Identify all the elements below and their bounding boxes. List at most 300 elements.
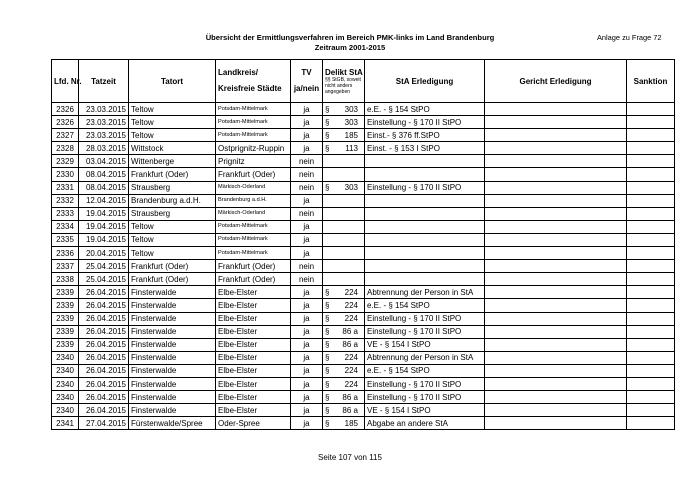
cell-kreis: Elbe-Elster: [216, 338, 291, 351]
cell-lfd-nr: 2339: [52, 299, 79, 312]
table-row: [52, 312, 675, 325]
cell-tatort: Finsterwalde: [129, 391, 216, 404]
cell-tatort: Wittstock: [129, 142, 216, 155]
cell-sanktion: [627, 155, 675, 168]
cell-sanktion: [627, 116, 675, 129]
table-row: [52, 351, 675, 364]
cell-lfd-nr: 2332: [52, 194, 79, 207]
cell-sanktion: [627, 391, 675, 404]
delikt-paragraph-sign: §: [325, 366, 330, 376]
cell-gericht-erledigung: [485, 286, 627, 299]
cell-tatort: Finsterwalde: [129, 338, 216, 351]
delikt-paragraph-sign: §: [325, 183, 330, 193]
cell-lfd-nr: 2340: [52, 404, 79, 417]
cell-tv: ja: [291, 286, 323, 299]
cell-lfd-nr: 2326: [52, 103, 79, 116]
cell-delikt: [323, 220, 365, 233]
cell-tatzeit: 08.04.2015: [79, 181, 129, 194]
delikt-paragraph-sign: §: [325, 418, 330, 428]
cell-lfd-nr: 2341: [52, 417, 79, 430]
cell-sta-erledigung: Einstellung - § 170 II StPO: [365, 391, 485, 404]
cell-sta-erledigung: e.E. - § 154 StPO: [365, 364, 485, 377]
cell-tatort: Finsterwalde: [129, 364, 216, 377]
cell-tatzeit: 03.04.2015: [79, 155, 129, 168]
col-header-delikt-sub1: §§ StGB, soweit: [325, 76, 361, 83]
table-row: [52, 338, 675, 351]
cell-sanktion: [627, 351, 675, 364]
cell-sanktion: [627, 312, 675, 325]
cell-delikt: [323, 364, 365, 377]
col-header-kreis: [216, 60, 291, 103]
cell-tatzeit: 26.04.2015: [79, 351, 129, 364]
cell-sta-erledigung: [365, 220, 485, 233]
cell-tatort: Strausberg: [129, 207, 216, 220]
cell-sanktion: [627, 129, 675, 142]
cell-delikt: [323, 260, 365, 273]
cell-kreis: Potsdam-Mittelmark: [216, 233, 291, 246]
cell-kreis: Ostprignitz-Ruppin: [216, 142, 291, 155]
cell-kreis: Märkisch-Oderland: [216, 207, 291, 220]
cell-tv: ja: [291, 299, 323, 312]
cell-delikt: [323, 155, 365, 168]
cell-tatzeit: 26.04.2015: [79, 338, 129, 351]
table-row: [52, 194, 675, 207]
cell-sanktion: [627, 103, 675, 116]
cell-lfd-nr: 2335: [52, 233, 79, 246]
cell-tatzeit: 26.04.2015: [79, 364, 129, 377]
col-header-delikt-sub3: angegeben: [325, 88, 351, 95]
table-row: [52, 129, 675, 142]
delikt-paragraph-sign: §: [325, 353, 330, 363]
delikt-paragraph-sign: §: [325, 392, 330, 402]
cell-kreis: Potsdam-Mittelmark: [216, 247, 291, 260]
cell-tv: nein: [291, 155, 323, 168]
delikt-paragraph-sign: §: [325, 143, 330, 153]
cell-sanktion: [627, 364, 675, 377]
col-header-kreis-line1: Landkreis/: [218, 68, 259, 77]
cell-kreis: Elbe-Elster: [216, 299, 291, 312]
cell-delikt: [323, 312, 365, 325]
cell-tv: ja: [291, 338, 323, 351]
col-header-gericht: Gericht Erledigung: [485, 60, 627, 103]
table-row: [52, 404, 675, 417]
cell-sanktion: [627, 325, 675, 338]
cell-tatort: Finsterwalde: [129, 325, 216, 338]
cell-tatzeit: 23.03.2015: [79, 116, 129, 129]
cell-sta-erledigung: VE - § 154 I StPO: [365, 404, 485, 417]
table-row: [52, 325, 675, 338]
cell-sta-erledigung: Einstellung - § 170 II StPO: [365, 181, 485, 194]
delikt-paragraph-sign: §: [325, 300, 330, 310]
cell-gericht-erledigung: [485, 417, 627, 430]
cell-gericht-erledigung: [485, 351, 627, 364]
cell-delikt: [323, 325, 365, 338]
cell-tv: ja: [291, 404, 323, 417]
cell-tatzeit: 26.04.2015: [79, 286, 129, 299]
cell-delikt: [323, 129, 365, 142]
cell-delikt: [323, 168, 365, 181]
col-header-tatzeit: Tatzeit: [79, 60, 129, 103]
cell-gericht-erledigung: [485, 233, 627, 246]
cell-tatzeit: 12.04.2015: [79, 194, 129, 207]
cell-sta-erledigung: Einst. - § 153 I StPO: [365, 142, 485, 155]
cell-kreis: Elbe-Elster: [216, 404, 291, 417]
cell-delikt: [323, 286, 365, 299]
cell-delikt: [323, 194, 365, 207]
cell-sta-erledigung: Einstellung - § 170 II StPO: [365, 312, 485, 325]
cell-sanktion: [627, 404, 675, 417]
delikt-paragraph-number: 185: [344, 418, 358, 428]
cell-tatort: Teltow: [129, 220, 216, 233]
cell-lfd-nr: 2340: [52, 364, 79, 377]
cell-tatort: Frankfurt (Oder): [129, 260, 216, 273]
document-subtitle: Zeitraum 2001-2015: [314, 43, 386, 52]
cell-gericht-erledigung: [485, 391, 627, 404]
cell-tatzeit: 27.04.2015: [79, 417, 129, 430]
table-row: [52, 142, 675, 155]
cell-delikt: [323, 377, 365, 390]
cell-gericht-erledigung: [485, 325, 627, 338]
cell-gericht-erledigung: [485, 260, 627, 273]
cell-sta-erledigung: Einst.- § 376 ff.StPO: [365, 129, 485, 142]
cell-tv: nein: [291, 181, 323, 194]
cell-tatzeit: 26.04.2015: [79, 404, 129, 417]
delikt-paragraph-number: 224: [344, 314, 358, 324]
cell-delikt: [323, 247, 365, 260]
delikt-paragraph-number: 185: [344, 130, 358, 140]
cell-delikt: [323, 417, 365, 430]
delikt-paragraph-number: 86 a: [342, 392, 358, 402]
cell-sta-erledigung: e.E. - § 154 StPO: [365, 103, 485, 116]
table-row: [52, 233, 675, 246]
cell-tv: ja: [291, 116, 323, 129]
delikt-paragraph-number: 86 a: [342, 405, 358, 415]
cell-sta-erledigung: Einstellung - § 170 II StPO: [365, 325, 485, 338]
cell-tatort: Teltow: [129, 233, 216, 246]
delikt-paragraph-sign: §: [325, 379, 330, 389]
document-title: Übersicht der Ermittlungsverfahren im Bereich PMK-links im Land Brandenburg: [205, 33, 495, 42]
cell-kreis: Elbe-Elster: [216, 312, 291, 325]
cell-tatzeit: 25.04.2015: [79, 273, 129, 286]
cell-kreis: Brandenburg a.d.H.: [216, 194, 291, 207]
cell-gericht-erledigung: [485, 273, 627, 286]
delikt-paragraph-number: 303: [344, 104, 358, 114]
cell-tatzeit: 26.04.2015: [79, 312, 129, 325]
cell-delikt: [323, 299, 365, 312]
cell-lfd-nr: 2330: [52, 168, 79, 181]
cell-gericht-erledigung: [485, 364, 627, 377]
delikt-paragraph-number: 224: [344, 366, 358, 376]
cell-sta-erledigung: [365, 233, 485, 246]
cell-lfd-nr: 2327: [52, 129, 79, 142]
cell-gericht-erledigung: [485, 116, 627, 129]
cell-lfd-nr: 2339: [52, 338, 79, 351]
cell-sta-erledigung: [365, 273, 485, 286]
cell-tatort: Finsterwalde: [129, 404, 216, 417]
cell-tatort: Frankfurt (Oder): [129, 168, 216, 181]
cell-lfd-nr: 2334: [52, 220, 79, 233]
delikt-paragraph-sign: §: [325, 287, 330, 297]
cell-sanktion: [627, 286, 675, 299]
attachment-label: Anlage zu Frage 72: [597, 33, 662, 42]
table-row: [52, 417, 675, 430]
table-row: [52, 391, 675, 404]
col-header-tatort: Tatort: [129, 60, 216, 103]
cell-tatort: Finsterwalde: [129, 299, 216, 312]
delikt-paragraph-sign: §: [325, 314, 330, 324]
table-row: [52, 116, 675, 129]
delikt-paragraph-number: 224: [344, 379, 358, 389]
cell-lfd-nr: 2336: [52, 247, 79, 260]
cell-lfd-nr: 2340: [52, 351, 79, 364]
table-row: [52, 299, 675, 312]
cell-tatort: Brandenburg a.d.H.: [129, 194, 216, 207]
cell-tatzeit: 20.04.2015: [79, 247, 129, 260]
cell-delikt: [323, 273, 365, 286]
delikt-paragraph-sign: §: [325, 327, 330, 337]
cell-lfd-nr: 2326: [52, 116, 79, 129]
delikt-paragraph-number: 224: [344, 287, 358, 297]
cell-kreis: Elbe-Elster: [216, 351, 291, 364]
cell-tatort: Teltow: [129, 103, 216, 116]
cell-tatzeit: 26.04.2015: [79, 377, 129, 390]
cell-gericht-erledigung: [485, 194, 627, 207]
delikt-paragraph-number: 224: [344, 300, 358, 310]
col-header-lfd: Lfd. Nr.: [52, 60, 79, 103]
cell-tv: ja: [291, 233, 323, 246]
col-header-tv-line1: TV: [301, 68, 312, 77]
cell-lfd-nr: 2329: [52, 155, 79, 168]
cell-tatort: Finsterwalde: [129, 377, 216, 390]
cell-kreis: Elbe-Elster: [216, 391, 291, 404]
cell-delikt: [323, 116, 365, 129]
cell-tatort: Wittenberge: [129, 155, 216, 168]
cell-lfd-nr: 2333: [52, 207, 79, 220]
table-row: [52, 286, 675, 299]
cell-tatzeit: 19.04.2015: [79, 233, 129, 246]
cell-kreis: Prignitz: [216, 155, 291, 168]
cell-gericht-erledigung: [485, 129, 627, 142]
cell-sta-erledigung: VE - § 154 I StPO: [365, 338, 485, 351]
cell-tv: ja: [291, 377, 323, 390]
cell-tv: ja: [291, 129, 323, 142]
delikt-paragraph-sign: §: [325, 340, 330, 350]
cell-sanktion: [627, 207, 675, 220]
table-row: [52, 207, 675, 220]
cell-tatzeit: 28.03.2015: [79, 142, 129, 155]
cell-gericht-erledigung: [485, 377, 627, 390]
col-header-delikt-sub2: nicht anders: [325, 82, 353, 89]
table-row: [52, 181, 675, 194]
cell-tatort: Teltow: [129, 129, 216, 142]
delikt-paragraph-sign: §: [325, 405, 330, 415]
cell-sta-erledigung: Einstellung - § 170 II StPO: [365, 116, 485, 129]
cell-kreis: Potsdam-Mittelmark: [216, 103, 291, 116]
cell-tv: ja: [291, 103, 323, 116]
proceedings-table: [51, 59, 675, 430]
cell-sta-erledigung: [365, 247, 485, 260]
cell-gericht-erledigung: [485, 155, 627, 168]
delikt-paragraph-number: 303: [344, 183, 358, 193]
cell-tv: nein: [291, 273, 323, 286]
table-row: [52, 364, 675, 377]
cell-tatzeit: 08.04.2015: [79, 168, 129, 181]
delikt-paragraph-sign: §: [325, 104, 330, 114]
col-header-kreis-line2: Kreisfreie Städte: [218, 84, 282, 93]
cell-sanktion: [627, 233, 675, 246]
cell-sta-erledigung: [365, 168, 485, 181]
delikt-paragraph-sign: §: [325, 130, 330, 140]
cell-tatort: Teltow: [129, 116, 216, 129]
cell-tv: ja: [291, 364, 323, 377]
cell-tatort: Frankfurt (Oder): [129, 273, 216, 286]
delikt-paragraph-number: 224: [344, 353, 358, 363]
cell-tv: ja: [291, 417, 323, 430]
cell-tv: ja: [291, 391, 323, 404]
cell-sta-erledigung: Abtrennung der Person in StA: [365, 351, 485, 364]
cell-kreis: Elbe-Elster: [216, 377, 291, 390]
cell-delikt: [323, 404, 365, 417]
col-header-sanktion: Sanktion: [627, 60, 675, 103]
cell-tatzeit: 26.04.2015: [79, 299, 129, 312]
cell-lfd-nr: 2331: [52, 181, 79, 194]
cell-lfd-nr: 2340: [52, 391, 79, 404]
cell-gericht-erledigung: [485, 142, 627, 155]
cell-kreis: Potsdam-Mittelmark: [216, 116, 291, 129]
cell-tv: ja: [291, 325, 323, 338]
cell-sta-erledigung: [365, 207, 485, 220]
delikt-paragraph-number: 303: [344, 117, 358, 127]
cell-tatzeit: 19.04.2015: [79, 220, 129, 233]
cell-sanktion: [627, 273, 675, 286]
cell-kreis: Elbe-Elster: [216, 364, 291, 377]
cell-gericht-erledigung: [485, 312, 627, 325]
table-row: [52, 168, 675, 181]
cell-tv: ja: [291, 351, 323, 364]
cell-tatort: Fürstenwalde/Spree: [129, 417, 216, 430]
cell-sta-erledigung: [365, 194, 485, 207]
cell-tv: ja: [291, 312, 323, 325]
cell-sta-erledigung: [365, 155, 485, 168]
cell-tv: nein: [291, 207, 323, 220]
cell-kreis: Frankfurt (Oder): [216, 168, 291, 181]
cell-delikt: [323, 391, 365, 404]
table-row: [52, 220, 675, 233]
cell-tatzeit: 23.03.2015: [79, 103, 129, 116]
cell-gericht-erledigung: [485, 220, 627, 233]
cell-sanktion: [627, 260, 675, 273]
cell-delikt: [323, 103, 365, 116]
cell-tatzeit: 23.03.2015: [79, 129, 129, 142]
table-row: [52, 273, 675, 286]
cell-tatzeit: 25.04.2015: [79, 260, 129, 273]
cell-kreis: Potsdam-Mittelmark: [216, 129, 291, 142]
cell-tatort: Finsterwalde: [129, 351, 216, 364]
cell-tatort: Teltow: [129, 247, 216, 260]
table-row: [52, 103, 675, 116]
cell-kreis: Märkisch-Oderland: [216, 181, 291, 194]
table-header-row: [52, 60, 675, 103]
cell-tatort: Finsterwalde: [129, 312, 216, 325]
cell-gericht-erledigung: [485, 299, 627, 312]
col-header-delikt-title: Delikt StA: [325, 67, 363, 77]
cell-lfd-nr: 2339: [52, 312, 79, 325]
cell-tv: ja: [291, 142, 323, 155]
cell-kreis: Elbe-Elster: [216, 325, 291, 338]
cell-delikt: [323, 207, 365, 220]
cell-sanktion: [627, 247, 675, 260]
cell-kreis: Elbe-Elster: [216, 286, 291, 299]
cell-delikt: [323, 142, 365, 155]
cell-lfd-nr: 2337: [52, 260, 79, 273]
cell-tatort: Strausberg: [129, 181, 216, 194]
cell-sanktion: [627, 338, 675, 351]
cell-delikt: [323, 233, 365, 246]
col-header-tv-line2: ja/nein: [293, 84, 320, 93]
cell-tv: ja: [291, 247, 323, 260]
cell-sanktion: [627, 377, 675, 390]
cell-sanktion: [627, 168, 675, 181]
delikt-paragraph-number: 86 a: [342, 340, 358, 350]
cell-sta-erledigung: Abtrennung der Person in StA: [365, 286, 485, 299]
cell-tatzeit: 26.04.2015: [79, 391, 129, 404]
cell-delikt: [323, 181, 365, 194]
cell-tv: ja: [291, 220, 323, 233]
cell-gericht-erledigung: [485, 181, 627, 194]
table-row: [52, 155, 675, 168]
cell-sanktion: [627, 299, 675, 312]
table-row: [52, 377, 675, 390]
cell-kreis: Oder-Spree: [216, 417, 291, 430]
cell-gericht-erledigung: [485, 168, 627, 181]
col-header-tv: [291, 60, 323, 103]
cell-sanktion: [627, 417, 675, 430]
table-row: [52, 247, 675, 260]
cell-tv: ja: [291, 194, 323, 207]
table-body: [52, 103, 675, 430]
delikt-paragraph-sign: §: [325, 117, 330, 127]
delikt-paragraph-number: 113: [345, 143, 358, 153]
cell-sta-erledigung: Einstellung - § 170 II StPO: [365, 377, 485, 390]
col-header-delikt: [323, 60, 365, 103]
cell-gericht-erledigung: [485, 207, 627, 220]
cell-kreis: Frankfurt (Oder): [216, 260, 291, 273]
cell-tv: nein: [291, 168, 323, 181]
cell-lfd-nr: 2338: [52, 273, 79, 286]
cell-sanktion: [627, 220, 675, 233]
cell-sanktion: [627, 142, 675, 155]
cell-lfd-nr: 2339: [52, 286, 79, 299]
cell-kreis: Potsdam-Mittelmark: [216, 220, 291, 233]
cell-sta-erledigung: Abgabe an andere StA: [365, 417, 485, 430]
cell-delikt: [323, 338, 365, 351]
cell-gericht-erledigung: [485, 338, 627, 351]
cell-lfd-nr: 2328: [52, 142, 79, 155]
cell-gericht-erledigung: [485, 404, 627, 417]
cell-tatzeit: 26.04.2015: [79, 325, 129, 338]
table-row: [52, 260, 675, 273]
cell-tatort: Finsterwalde: [129, 286, 216, 299]
cell-tv: nein: [291, 260, 323, 273]
page-footer: Seite 107 von 115: [318, 453, 382, 462]
cell-lfd-nr: 2340: [52, 377, 79, 390]
cell-sanktion: [627, 181, 675, 194]
cell-lfd-nr: 2339: [52, 325, 79, 338]
cell-sta-erledigung: [365, 260, 485, 273]
cell-kreis: Frankfurt (Oder): [216, 273, 291, 286]
cell-gericht-erledigung: [485, 247, 627, 260]
delikt-paragraph-number: 86 a: [342, 327, 358, 337]
